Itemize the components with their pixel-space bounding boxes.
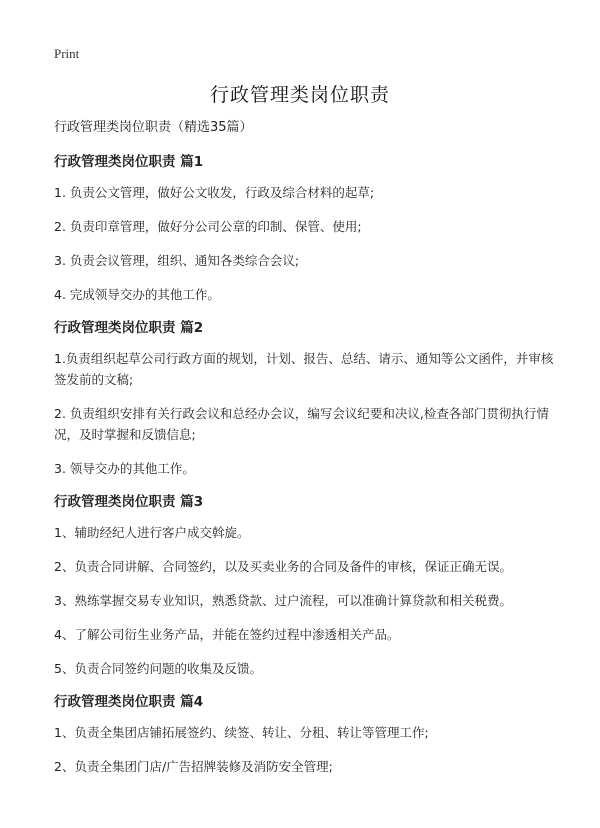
section-1 — [54, 152, 554, 305]
print-link[interactable]: Print — [54, 46, 80, 61]
section-heading: 行政管理类岗位职责 篇4 — [54, 694, 204, 710]
document-body — [54, 118, 554, 788]
list-item: 1.负责组织起草公司行政方面的规划，计划、报告、总结、请示、通知等公文函件，并审核签发前的文稿; — [54, 351, 554, 387]
section-2 — [54, 318, 554, 479]
list-item: 2、负责合同讲解、合同签约，以及买卖业务的合同及备件的审核，保证正确无误。 — [54, 559, 512, 574]
list-item: 1、负责全集团店铺拓展签约、续签、转让、分租、转让等管理工作; — [54, 725, 429, 740]
list-item: 1、辅助经纪人进行客户成交斡旋。 — [54, 525, 250, 540]
list-item: 2. 负责组织安排有关行政会议和总经办会议，编写会议纪要和决议,检查各部门贯彻执行情况，及时掌握和反馈信息; — [54, 406, 549, 442]
list-item: 5、负责合同签约问题的收集及反馈。 — [54, 661, 262, 676]
list-item: 2、负责全集团门店/广告招牌装修及消防安全管理; — [54, 759, 333, 774]
list-item: 2. 负责印章管理，做好分公司公章的印制、保管、使用; — [54, 219, 362, 234]
section-3 — [54, 492, 554, 679]
list-item: 1. 负责公文管理，做好公文收发，行政及综合材料的起草; — [54, 185, 375, 200]
list-item: 3. 负责会议管理，组织、通知各类综合会议; — [54, 253, 300, 268]
section-4 — [54, 692, 554, 777]
list-item: 4、了解公司衍生业务产品，并能在签约过程中渗透相关产品。 — [54, 627, 400, 642]
page-title: 行政管理类岗位职责 — [209, 84, 390, 106]
list-item: 3. 领导交办的其他工作。 — [54, 461, 195, 476]
section-heading: 行政管理类岗位职责 篇2 — [54, 320, 204, 336]
section-heading: 行政管理类岗位职责 篇1 — [54, 154, 204, 170]
list-item: 4. 完成领导交办的其他工作。 — [54, 287, 220, 302]
list-item: 3、熟练掌握交易专业知识，熟悉贷款、过户流程，可以准确计算贷款和相关税费。 — [54, 593, 512, 608]
document-subtitle: 行政管理类岗位职责（精选35篇） — [54, 120, 253, 135]
section-heading: 行政管理类岗位职责 篇3 — [54, 494, 204, 510]
